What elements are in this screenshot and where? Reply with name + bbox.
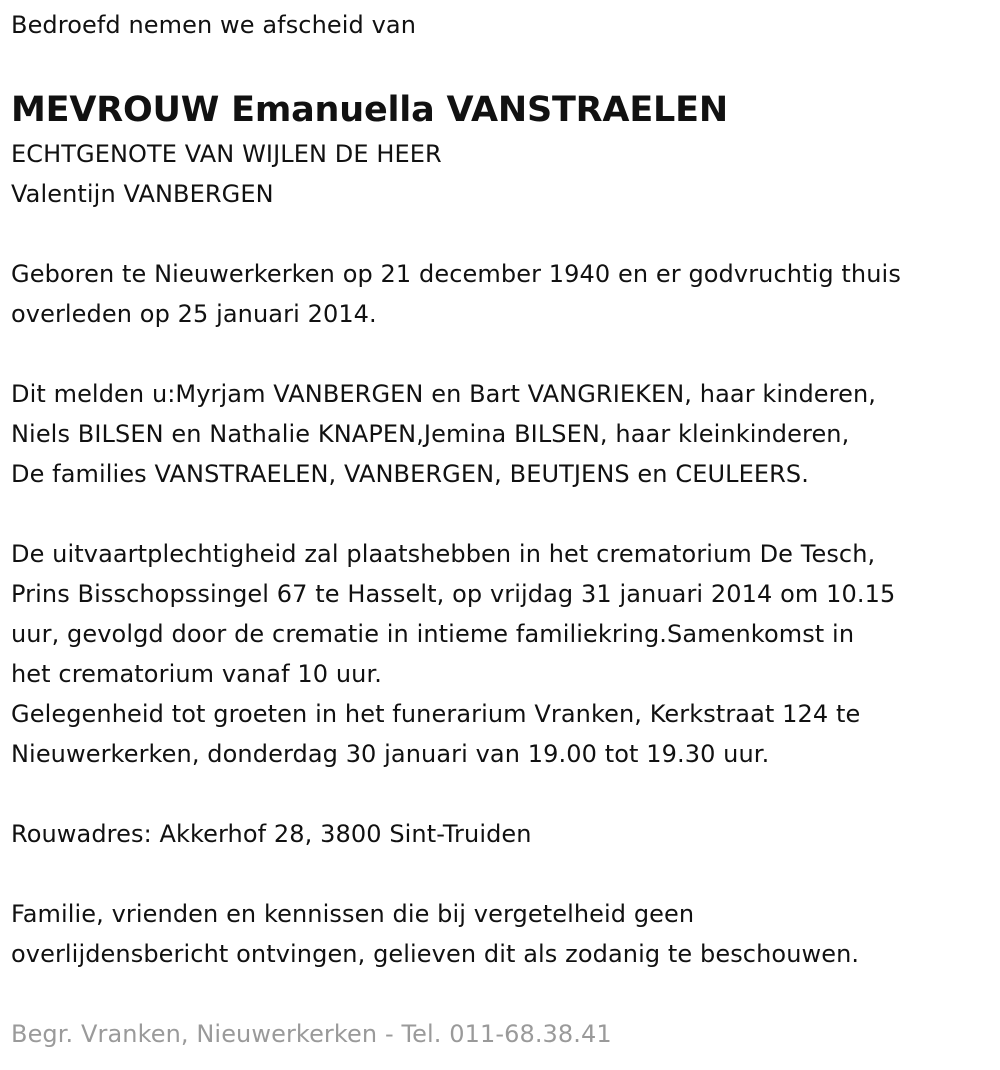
spouse-line: ECHTGENOTE VAN WIJLEN DE HEER (11, 140, 442, 168)
paragraph-line: Niels BILSEN en Nathalie KNAPEN,Jemina BILSEN, haar kleinkinderen, (11, 420, 850, 448)
address-line: Rouwadres: Akkerhof 28, 3800 Sint-Truiden (11, 820, 532, 848)
paragraph-line: Nieuwerkerken, donderdag 30 januari van 19.00 tot 19.30 uur. (11, 740, 770, 768)
announcers-paragraph (11, 374, 995, 494)
obituary-notice (11, 0, 995, 1054)
closing-paragraph (11, 894, 995, 974)
deceased-name: MEVROUW Emanuella VANSTRAELEN (11, 90, 728, 130)
ceremony-paragraph (11, 534, 995, 774)
spouse-block (11, 134, 995, 214)
paragraph-line: Familie, vrienden en kennissen die bij vergetelheid geen (11, 900, 695, 928)
birth-death-paragraph (11, 254, 995, 334)
paragraph-line: De families VANSTRAELEN, VANBERGEN, BEUTJENS en CEULEERS. (11, 460, 809, 488)
paragraph-line: Gelegenheid tot groeten in het funerarium Vranken, Kerkstraat 124 te (11, 700, 861, 728)
paragraph-line: Prins Bisschopssingel 67 te Hasselt, op vrijdag 31 januari 2014 om 10.15 (11, 580, 896, 608)
paragraph-line: overlijdensbericht ontvingen, gelieven dit als zodanig te beschouwen. (11, 940, 860, 968)
paragraph-line: uur, gevolgd door de crematie in intieme familiekring.Samenkomst in (11, 620, 855, 648)
paragraph-line: overleden op 25 januari 2014. (11, 300, 377, 328)
spouse-name: Valentijn VANBERGEN (11, 180, 274, 208)
funeral-home-footer: Begr. Vranken, Nieuwerkerken - Tel. 011-68.38.41 (11, 1020, 612, 1048)
intro-text: Bedroefd nemen we afscheid van (11, 11, 417, 39)
paragraph-line: het crematorium vanaf 10 uur. (11, 660, 382, 688)
mourning-address (11, 814, 995, 854)
paragraph-line: Dit melden u:Myrjam VANBERGEN en Bart VANGRIEKEN, haar kinderen, (11, 380, 877, 408)
paragraph-line: De uitvaartplechtigheid zal plaatshebben in het crematorium De Tesch, (11, 540, 876, 568)
paragraph-line: Geboren te Nieuwerkerken op 21 december 1940 en er godvruchtig thuis (11, 260, 901, 288)
